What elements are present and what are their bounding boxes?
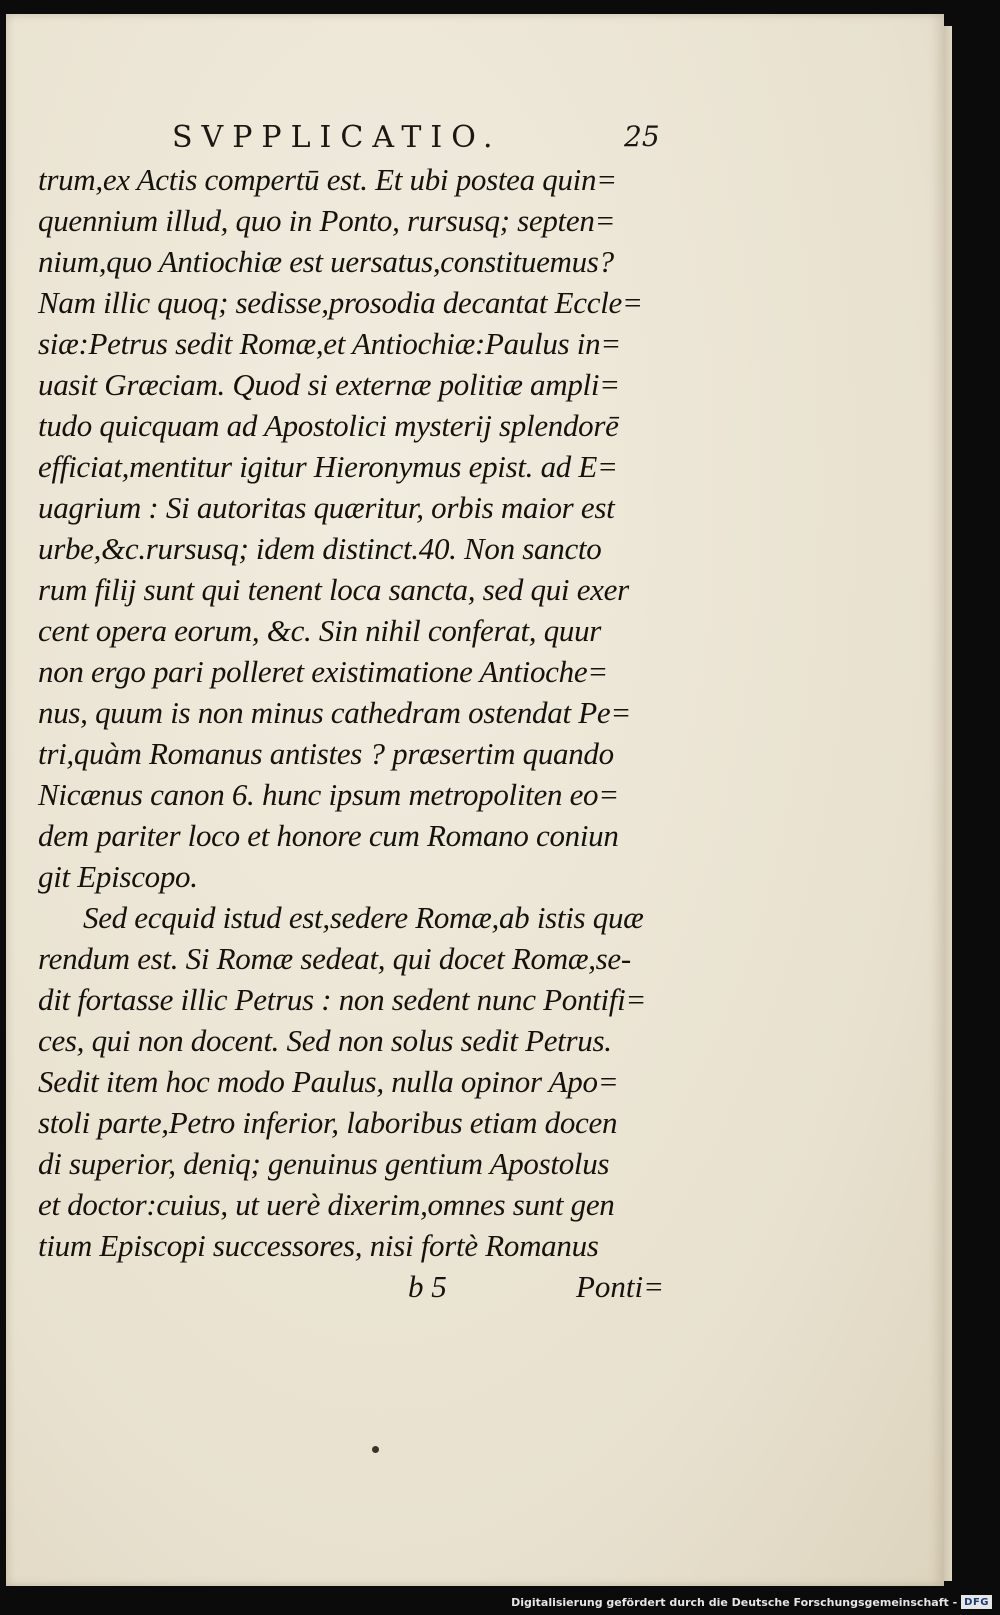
signature-mark: b 5 bbox=[408, 1269, 447, 1304]
text-line: dem pariter loco et honore cum Romano coniun bbox=[38, 818, 619, 853]
text-line: nium,quo Antiochiæ est uersatus,constituemus? bbox=[38, 244, 614, 279]
text-line: Sed ecquid istud est,sedere Romæ,ab istis quæ bbox=[83, 900, 644, 935]
page-footer-line bbox=[6, 1269, 944, 1309]
text-line: tri,quàm Romanus antistes ? præsertim quando bbox=[38, 736, 614, 771]
credit-text: Digitalisierung gefördert durch die Deutsche Forschungsgemeinschaft - bbox=[511, 1595, 958, 1609]
text-line: nus, quum is non minus cathedram ostendat Pe= bbox=[38, 695, 631, 730]
text-line: ces, qui non docent. Sed non solus sedit Petrus. bbox=[38, 1023, 612, 1058]
page-header bbox=[6, 120, 944, 160]
text-line: uagrium : Si autoritas quæritur, orbis maior est bbox=[38, 490, 615, 525]
text-line: stoli parte,Petro inferior, laboribus etiam docen bbox=[38, 1105, 618, 1140]
text-line: quennium illud, quo in Ponto, rursusq; septen= bbox=[38, 203, 616, 238]
text-line: Sedit item hoc modo Paulus, nulla opinor Apo= bbox=[38, 1064, 619, 1099]
text-line: rendum est. Si Romæ sedeat, qui docet Romæ,se- bbox=[38, 941, 631, 976]
digitization-credit bbox=[511, 1593, 992, 1611]
text-line: siæ:Petrus sedit Romæ,et Antiochiæ:Paulus in= bbox=[38, 326, 621, 361]
text-line: uasit Græciam. Quod si externæ politiæ ampli= bbox=[38, 367, 620, 402]
text-line: trum,ex Actis compertū est. Et ubi postea quin= bbox=[38, 162, 617, 197]
text-line: di superior, deniq; genuinus gentium Apostolus bbox=[38, 1146, 610, 1181]
page-number: 25 bbox=[624, 120, 660, 153]
ink-spot bbox=[372, 1446, 379, 1453]
book-page bbox=[6, 14, 944, 1586]
text-line: Nam illic quoq; sedisse,prosodia decantat Eccle= bbox=[38, 285, 643, 320]
body-text bbox=[38, 159, 678, 1266]
text-line: non ergo pari polleret existimatione Antioche= bbox=[38, 654, 608, 689]
text-line: et doctor:cuius, ut uerè dixerim,omnes sunt gen bbox=[38, 1187, 615, 1222]
text-line: tudo quicquam ad Apostolici mysterij splendorē bbox=[38, 408, 619, 443]
text-line: tium Episcopi successores, nisi fortè Romanus bbox=[38, 1228, 599, 1263]
page-edge bbox=[944, 26, 952, 1581]
text-line: git Episcopo. bbox=[38, 859, 198, 894]
catchword: Ponti= bbox=[576, 1269, 665, 1304]
running-title: SVPPLICATIO. bbox=[172, 120, 502, 155]
text-line: efficiat,mentitur igitur Hieronymus epist. ad E= bbox=[38, 449, 618, 484]
dfg-logo-icon: DFG bbox=[961, 1595, 992, 1609]
text-line: dit fortasse illic Petrus : non sedent nunc Pontifi= bbox=[38, 982, 647, 1017]
text-line: urbe,&c.rursusq; idem distinct.40. Non sancto bbox=[38, 531, 602, 566]
text-line: cent opera eorum, &c. Sin nihil conferat, quur bbox=[38, 613, 602, 648]
text-line: Nicænus canon 6. hunc ipsum metropoliten eo= bbox=[38, 777, 619, 812]
text-line: rum filij sunt qui tenent loca sancta, sed qui exer bbox=[38, 572, 629, 607]
